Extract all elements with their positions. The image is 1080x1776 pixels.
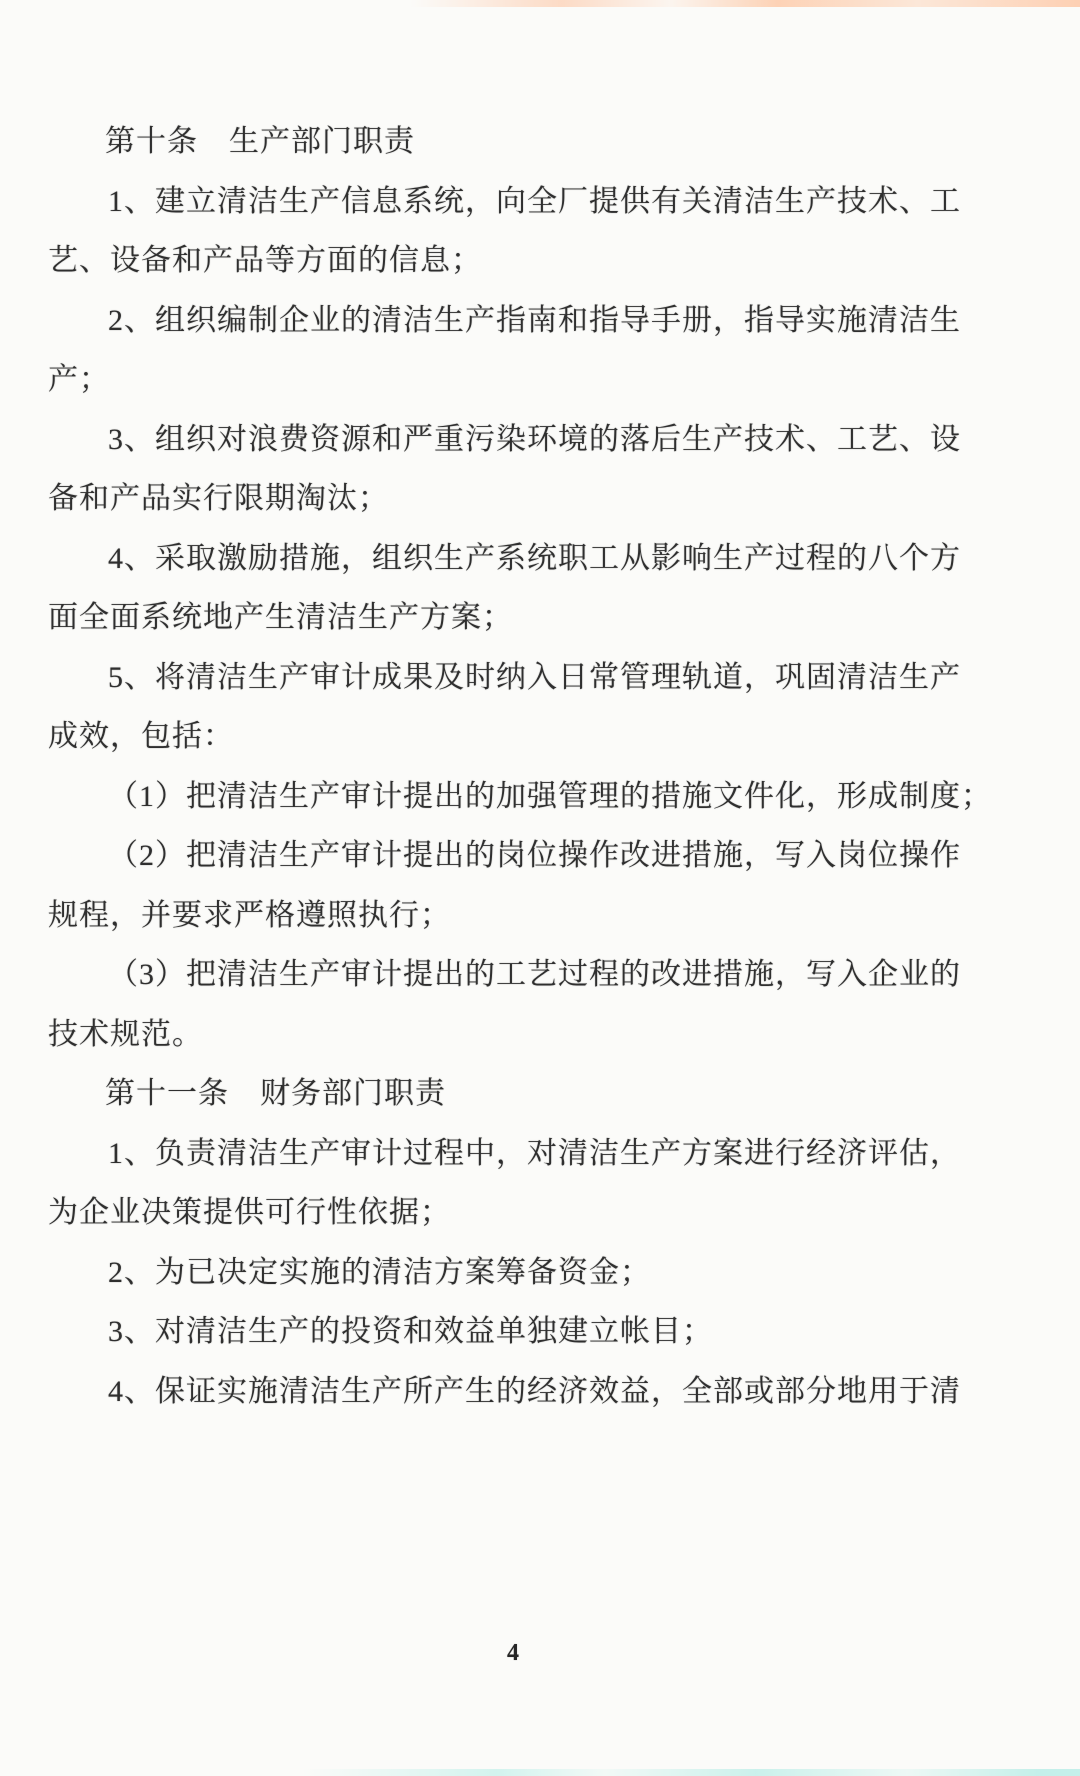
article-10-item2-line1: 2、组织编制企业的清洁生产指南和指导手册，指导实施清洁生: [108, 303, 961, 337]
article-10-sub3-line1: （3）把清洁生产审计提出的工艺过程的改进措施，写入企业的: [108, 958, 961, 991]
article-11-item3: 3、对清洁生产的投资和效益单独建立帐目；: [108, 1315, 713, 1348]
article-10-item5-line1: 5、将清洁生产审计成果及时纳入日常管理轨道，巩固清洁生产: [108, 660, 961, 694]
article-10-sub2-line2: 规程，并要求严格遵照执行；: [48, 898, 451, 932]
article-11-heading: 第十一条 财务部门职责: [105, 1077, 446, 1110]
article-10-item2-line2: 产；: [48, 363, 110, 396]
article-11-item1-line1: 1、负责清洁生产审计过程中，对清洁生产方案进行经济评估，: [108, 1136, 961, 1170]
article-10-item1-line1: 1、建立清洁生产信息系统，向全厂提供有关清洁生产技术、工: [108, 184, 961, 218]
scan-edge-bottom-artifact: [0, 1769, 1080, 1776]
article-10-item4-line1: 4、采取激励措施，组织生产系统职工从影响生产过程的八个方: [108, 541, 961, 575]
article-10-sub2-line1: （2）把清洁生产审计提出的岗位操作改进措施，写入岗位操作: [108, 839, 961, 872]
page-number: 4: [507, 1640, 519, 1666]
article-10-item3-line1: 3、组织对浪费资源和严重污染环境的落后生产技术、工艺、设: [108, 422, 961, 456]
article-11-item2: 2、为已决定实施的清洁方案筹备资金；: [108, 1255, 651, 1289]
article-10-sub3-line2: 技术规范。: [48, 1017, 203, 1051]
article-11-item1-line2: 为企业决策提供可行性依据；: [48, 1196, 451, 1229]
article-11-item4-line1: 4、保证实施清洁生产所产生的经济效益，全部或部分地用于清: [108, 1374, 961, 1408]
article-10-item3-line2: 备和产品实行限期淘汰；: [48, 482, 389, 515]
scan-edge-top-artifact: [0, 0, 1080, 7]
article-10-item1-line2: 艺、设备和产品等方面的信息；: [48, 244, 482, 277]
document-body: [48, 112, 1043, 1421]
article-10-item5-line2: 成效，包括：: [48, 720, 234, 753]
article-10-heading: 第十条 生产部门职责: [105, 125, 415, 158]
article-10-item4-line2: 面全面系统地产生清洁生产方案；: [48, 601, 513, 634]
article-10-sub1: （1）把清洁生产审计提出的加强管理的措施文件化，形成制度；: [108, 779, 992, 813]
